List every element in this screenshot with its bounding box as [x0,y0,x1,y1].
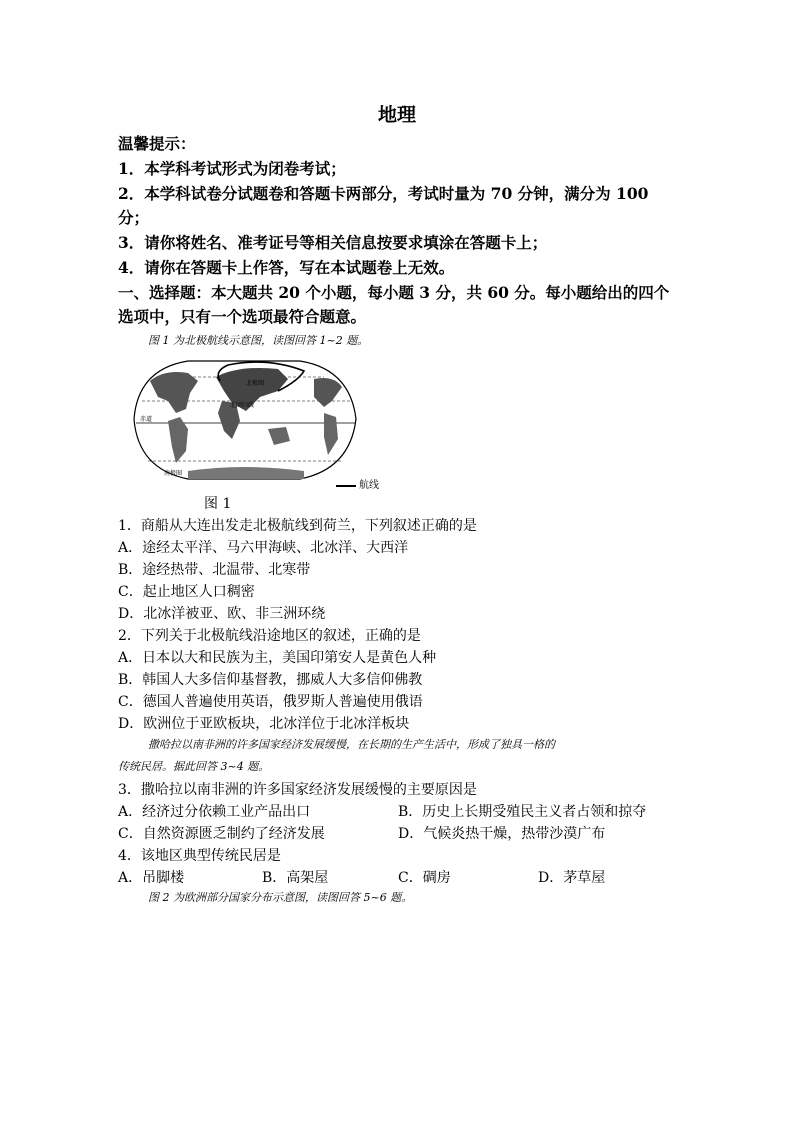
q2-option-d: D．欧洲位于亚欧板块，北冰洋位于北冰洋板块 [118,716,410,732]
intro2-line2: 传统民居。据此回答 3~4 题。 [118,760,270,773]
q2-option-c: C．德国人普遍使用英语，俄罗斯人普遍使用俄语 [118,694,423,710]
section-heading-line2: 选项中，只有一个选项最符合题意。 [118,307,367,326]
tip-item-4: 4．请你在答题卡上作答，写在本试题卷上无效。 [118,258,455,277]
figure2-intro: 图 2 为欧洲部分国家分布示意图，读图回答 5~6 题。 [148,891,413,904]
map-legend [336,476,379,491]
q4-option-d: D．茅草屋 [538,870,606,886]
q2-stem: 2．下列关于北极航线沿途地区的叙述，正确的是 [118,628,421,644]
intro2-line1: 撒哈拉以南非洲的许多国家经济发展缓慢，在长期的生产生活中，形成了独具一格的 [148,738,555,751]
q3-option-c: C．自然资源匮乏制约了经济发展 [118,826,325,842]
antarctic-circle-label: 南极圈 [164,470,183,477]
q1-option-c: C．起止地区人口稠密 [118,584,255,600]
q1-option-b: B．途经热带、北温带、北寒带 [118,562,311,578]
q1-option-d: D．北冰洋被亚、欧、非三洲环绕 [118,606,326,622]
q4-option-a: A．吊脚楼 [118,870,185,886]
q4-option-b: B．高架屋 [262,870,329,886]
tip-item-1: 1．本学科考试形式为闭卷考试； [118,159,346,178]
route-line-icon [336,485,356,487]
q2-option-b: B．韩国人大多信仰基督教，挪威人大多信仰佛教 [118,672,423,688]
tip-item-2-cont: 分； [118,208,150,227]
section-heading-line1: 一、选择题：本大题共 20 个小题，每小题 3 分，共 60 分。每小题给出的四个 [118,283,670,302]
q4-option-c: C．碉房 [398,870,451,886]
figure1-caption: 图 1 [204,496,232,512]
equator-label: 赤道 [140,416,153,423]
page-title: 地理 [377,104,416,126]
tip-item-3: 3．请你将姓名、准考证号等相关信息按要求填涂在答题卡上； [118,233,548,252]
q3-option-b: B．历史上长期受殖民主义者占领和掠夺 [398,804,647,820]
tips-heading: 温馨提示： [118,134,196,153]
map-legend-label: 航线 [359,480,379,491]
tip-item-2: 2．本学科试卷分试题卷和答题卡两部分，考试时量为 70 分钟，满分为 100 [118,184,649,203]
q3-option-a: A．经济过分依赖工业产品出口 [118,804,311,820]
q1-stem: 1．商船从大连出发走北极航线到荷兰，下列叙述正确的是 [118,518,477,534]
arctic-route-map [128,351,360,487]
tropic-label: 北回归线 [230,402,255,409]
q1-option-a: A．途经太平洋、马六甲海峡、北冰洋、大西洋 [118,540,409,556]
q3-option-d: D．气候炎热干燥，热带沙漠广布 [398,826,606,842]
q2-option-a: A．日本以大和民族为主，美国印第安人是黄色人种 [118,650,437,666]
figure1-intro: 图 1 为北极航线示意图，读图回答 1~2 题。 [148,334,369,347]
q4-stem: 4．该地区典型传统民居是 [118,848,281,864]
q3-stem: 3．撒哈拉以南非洲的许多国家经济发展缓慢的主要原因是 [118,782,477,798]
arctic-circle-label: 北极圈 [246,380,265,387]
